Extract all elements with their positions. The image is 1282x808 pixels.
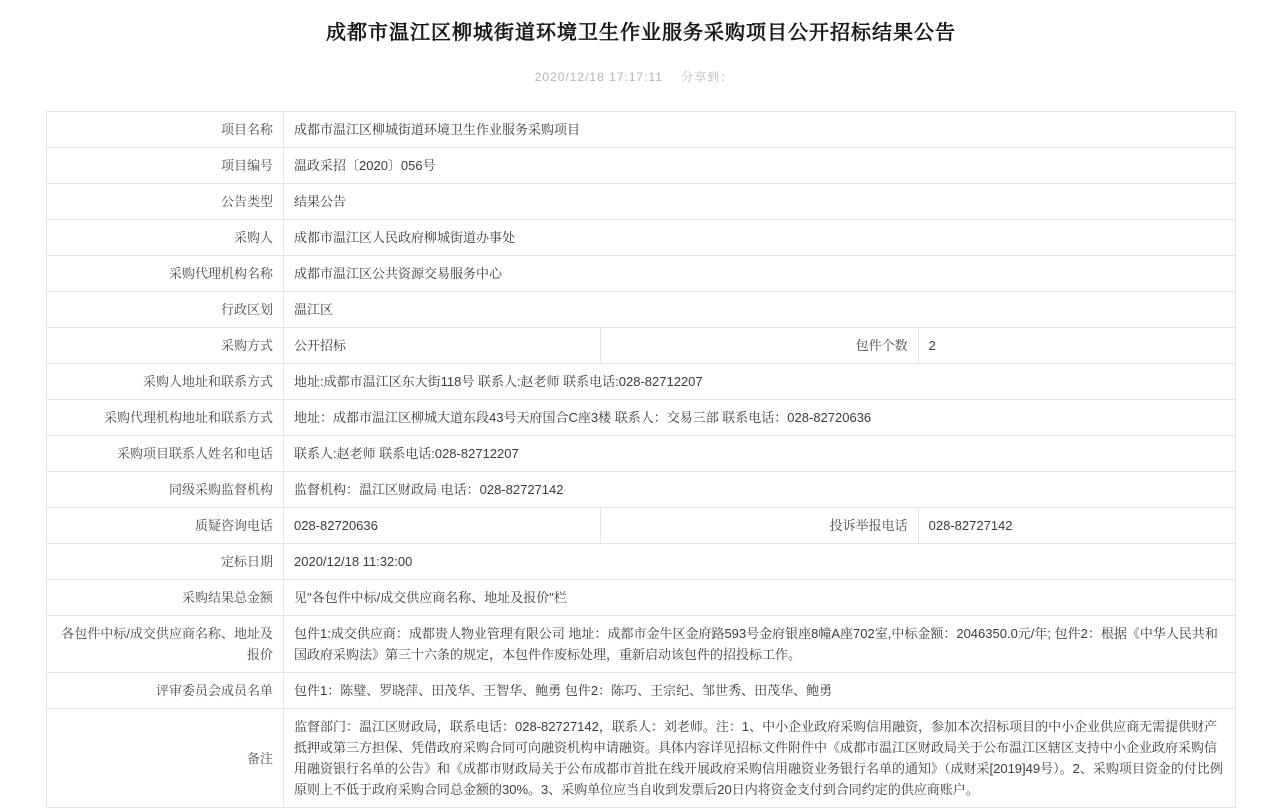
row-value: 监督部门：温江区财政局，联系电话：028-82727142，联系人：刘老师。注：1、中小企业政府采购信用融资，参加本次招标项目的中小企业供应商无需提供财产抵押或第三方担保、凭借政府采购合同可向融资机构申请融资。具体内容详见招标文件附件中《成都市温江区财政局关于公布温江区辖区支持中小企业政府采购信用融资银行名单的公告》和《成都市财政局关于公布成都市首批在线开展政府采购信用融资业务银行名单的通知》（成财采[2019]49号）。2、采购项目资金的付比例原则上不低于政府采购合同总金额的30%。3、采购单位应当自收到发票后20日内将资金支付到合同约定的供应商账户。 [284, 709, 1236, 808]
row-value: 包件1：陈璧、罗晓萍、田茂华、王智华、鲍勇 包件2：陈巧、王宗纪、邹世秀、田茂华、鲍勇 [284, 673, 1236, 709]
row-label: 采购代理机构名称 [47, 256, 284, 292]
table-row [47, 709, 1236, 808]
row-label: 项目名称 [47, 112, 284, 148]
row-label: 项目编号 [47, 148, 284, 184]
row-value: 结果公告 [284, 184, 1236, 220]
page-title: 成都市温江区柳城街道环境卫生作业服务采购项目公开招标结果公告 [326, 22, 956, 44]
row-label: 各包件中标/成交供应商名称、地址及报价 [47, 616, 284, 673]
share-label: 分享到： [681, 70, 734, 84]
table-row [47, 292, 1236, 328]
row-value: 成都市温江区柳城街道环境卫生作业服务采购项目 [284, 112, 1236, 148]
row-value: 地址：成都市温江区柳城大道东段43号天府国合C座3楼 联系人：交易三部 联系电话：028-82720636 [284, 400, 1236, 436]
row-label: 采购结果总金额 [47, 580, 284, 616]
row-value: 成都市温江区公共资源交易服务中心 [284, 256, 1236, 292]
row-label: 采购人地址和联系方式 [47, 364, 284, 400]
publish-date: 2020/12/18 17:17:11 [534, 70, 663, 84]
row-value: 公开招标 [284, 328, 601, 364]
row-value: 成都市温江区人民政府柳城街道办事处 [284, 220, 1236, 256]
table-row [47, 220, 1236, 256]
row-value: 温江区 [284, 292, 1236, 328]
table-row [47, 616, 1236, 673]
row-label: 备注 [47, 709, 284, 808]
row-label: 采购人 [47, 220, 284, 256]
row-value: 温政采招〔2020〕056号 [284, 148, 1236, 184]
table-row [47, 580, 1236, 616]
row-label: 采购方式 [47, 328, 284, 364]
table-row [47, 112, 1236, 148]
info-table [46, 111, 1236, 808]
row-value: 2020/12/18 11:32:00 [284, 544, 1236, 580]
table-row [47, 364, 1236, 400]
row-value: 联系人:赵老师 联系电话:028-82712207 [284, 436, 1236, 472]
row-value: 见"各包件中标/成交供应商名称、地址及报价"栏 [284, 580, 1236, 616]
table-row [47, 256, 1236, 292]
row-label: 采购项目联系人姓名和电话 [47, 436, 284, 472]
row-label: 行政区划 [47, 292, 284, 328]
table-row [47, 148, 1236, 184]
row-value-secondary: 028-82727142 [918, 508, 1235, 544]
row-label: 评审委员会成员名单 [47, 673, 284, 709]
row-label: 采购代理机构地址和联系方式 [47, 400, 284, 436]
row-value: 028-82720636 [284, 508, 601, 544]
row-value: 地址:成都市温江区东大街118号 联系人:赵老师 联系电话:028-82712207 [284, 364, 1236, 400]
table-row [47, 508, 1236, 544]
table-row [47, 673, 1236, 709]
row-value: 包件1:成交供应商：成都贵人物业管理有限公司 地址：成都市金牛区金府路593号金府银座8幢A座702室,中标金额：2046350.0元/年; 包件2：根据《中华人民共和国政府采购法》第三十六条的规定，本包件作废标处理，重新启动该包件的招投标工作。 [284, 616, 1236, 673]
row-label-secondary: 包件个数 [601, 328, 918, 364]
row-label: 同级采购监督机构 [47, 472, 284, 508]
row-label: 定标日期 [47, 544, 284, 580]
table-row [47, 436, 1236, 472]
table-row [47, 544, 1236, 580]
table-row [47, 400, 1236, 436]
row-value: 监督机构：温江区财政局 电话：028-82727142 [284, 472, 1236, 508]
row-label: 质疑咨询电话 [47, 508, 284, 544]
table-row [47, 328, 1236, 364]
row-label: 公告类型 [47, 184, 284, 220]
row-value-secondary: 2 [918, 328, 1235, 364]
document-meta [0, 48, 1282, 85]
row-label-secondary: 投诉举报电话 [601, 508, 918, 544]
table-row [47, 184, 1236, 220]
info-table-wrapper [46, 111, 1236, 808]
table-row [47, 472, 1236, 508]
